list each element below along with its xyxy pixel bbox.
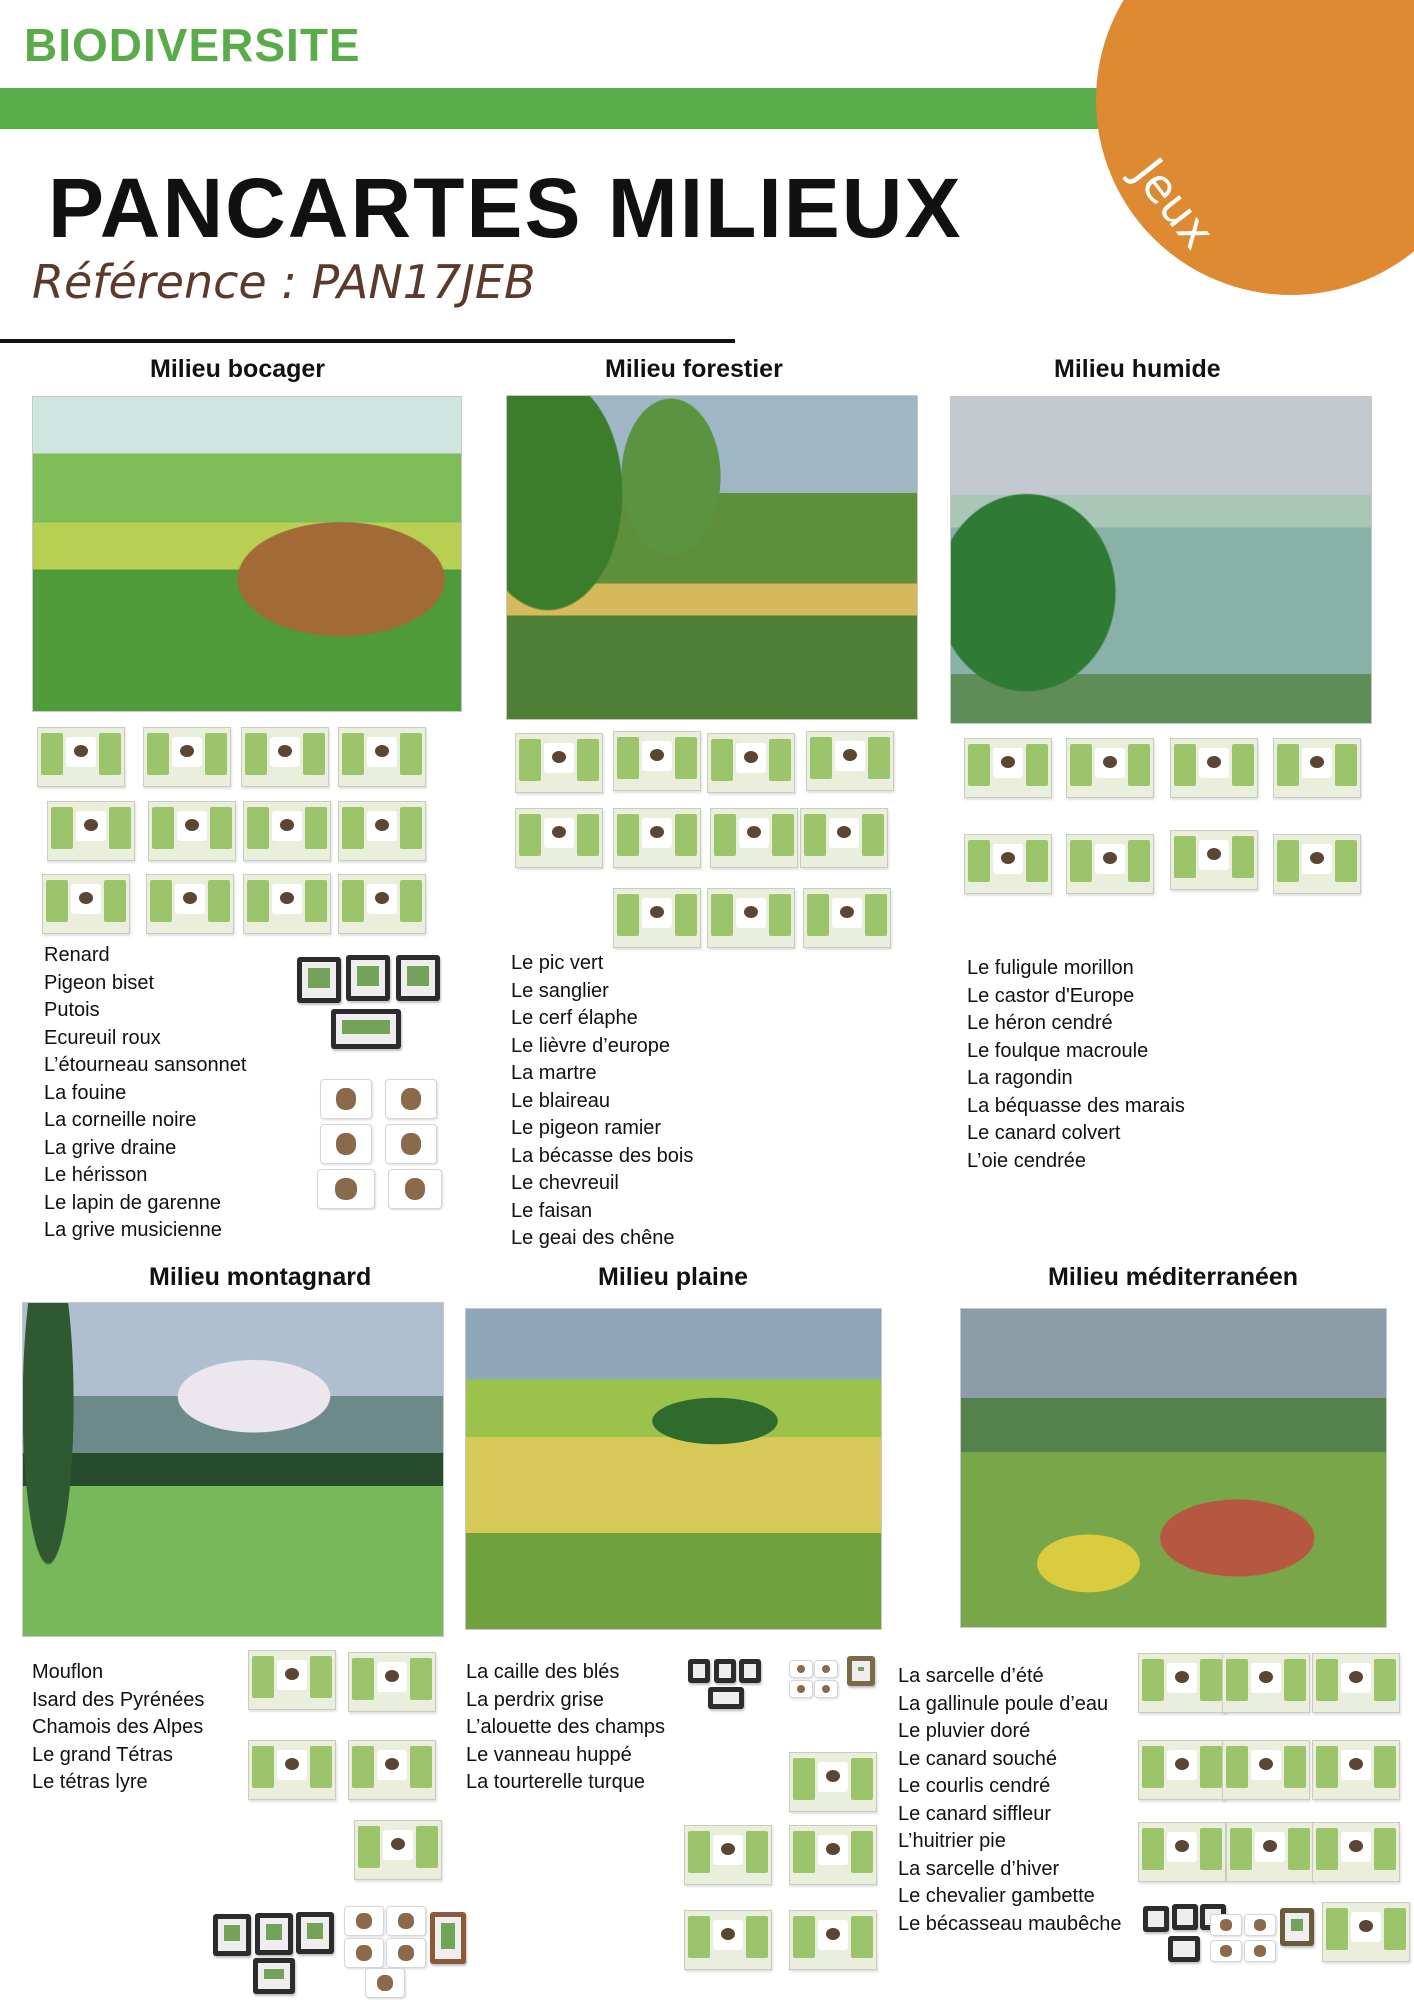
sign-card	[1226, 1822, 1314, 1882]
sign-card	[1170, 738, 1258, 798]
game-box	[297, 957, 341, 1003]
sign-card	[248, 1740, 336, 1800]
game-box	[1168, 1936, 1200, 1962]
species-item: La béquasse des marais	[967, 1094, 1185, 1117]
species-item: La caille des blés	[466, 1661, 620, 1683]
species-item: Le canard siffleur	[898, 1802, 1052, 1825]
picture-card	[320, 1079, 372, 1119]
species-item: Le grand Tétras	[32, 1743, 173, 1766]
sign-card	[1222, 1740, 1310, 1800]
sign-card	[789, 1752, 877, 1812]
species-list-humide	[967, 955, 1185, 1175]
sign-card	[243, 874, 331, 934]
corner-circle	[1096, 0, 1414, 295]
picture-card	[388, 1169, 442, 1209]
species-item: L’étourneau sansonnet	[44, 1054, 247, 1076]
sign-card	[1312, 1822, 1400, 1882]
game-box	[688, 1659, 710, 1683]
sign-card	[803, 888, 891, 948]
section-title-plaine: Milieu plaine	[598, 1263, 749, 1291]
picture-card	[1244, 1940, 1276, 1962]
picture-card	[1210, 1940, 1242, 1962]
sign-card	[42, 874, 130, 934]
species-item: Le chevalier gambette	[898, 1885, 1095, 1907]
species-item: La grive draine	[44, 1136, 177, 1159]
picture-card	[320, 1124, 372, 1164]
picture-card	[344, 1906, 384, 1936]
picture-card	[1244, 1914, 1276, 1936]
landscape-image-humide	[950, 396, 1372, 724]
species-item: Le bécasseau maubêche	[898, 1912, 1122, 1935]
picture-card	[814, 1660, 838, 1678]
sign-card	[1170, 830, 1258, 890]
species-item: Le canard souché	[898, 1747, 1058, 1770]
sign-card	[348, 1652, 436, 1712]
sign-card	[684, 1825, 772, 1885]
species-item: La martre	[511, 1062, 597, 1084]
species-item: Le pluvier doré	[898, 1720, 1031, 1742]
species-item: La fouine	[44, 1081, 127, 1104]
sign-card	[789, 1910, 877, 1970]
species-item: Le hérisson	[44, 1164, 148, 1186]
picture-card	[814, 1680, 838, 1698]
section-title-montagnard: Milieu montagnard	[149, 1263, 372, 1291]
sign-card	[1312, 1653, 1400, 1713]
header-band	[0, 88, 1110, 129]
game-box	[213, 1914, 251, 1956]
species-item: La bécasse des bois	[511, 1144, 694, 1167]
species-item: Le faisan	[511, 1199, 593, 1222]
species-item: Putois	[44, 999, 100, 1021]
sign-card	[354, 1820, 442, 1880]
sign-card	[707, 888, 795, 948]
species-item: La tourterelle turque	[466, 1771, 646, 1793]
sign-card	[1138, 1653, 1226, 1713]
picture-card	[385, 1079, 437, 1119]
sign-card	[146, 874, 234, 934]
picture-card	[385, 1124, 437, 1164]
sign-card	[1322, 1902, 1410, 1962]
species-item: Ecureuil roux	[44, 1026, 161, 1049]
species-item: La perdrix grise	[466, 1688, 604, 1711]
species-item: La sarcelle d’hiver	[898, 1857, 1060, 1880]
species-item: Le geai des chêne	[511, 1227, 675, 1249]
game-box	[296, 1912, 334, 1954]
species-item: Pigeon biset	[44, 971, 155, 994]
sign-card	[684, 1910, 772, 1970]
sign-card	[613, 731, 701, 791]
section-title-mediterraneen: Milieu méditerranéen	[1048, 1263, 1299, 1291]
sign-card	[1222, 1653, 1310, 1713]
sign-card	[964, 738, 1052, 798]
species-item: Le foulque macroule	[967, 1039, 1149, 1062]
species-item: Le tétras lyre	[32, 1771, 148, 1793]
sign-card	[1138, 1822, 1226, 1882]
species-item: Le canard colvert	[967, 1122, 1121, 1144]
game-box	[739, 1659, 761, 1683]
species-item: La ragondin	[967, 1067, 1073, 1089]
game-box	[253, 1958, 295, 1994]
picture-card	[386, 1938, 426, 1968]
sign-card	[800, 808, 888, 868]
species-item: Le lapin de garenne	[44, 1191, 221, 1214]
sign-card	[348, 1740, 436, 1800]
picture-card	[789, 1660, 813, 1678]
game-box	[331, 1009, 401, 1049]
species-item: Le cerf élaphe	[511, 1007, 638, 1029]
sign-card	[707, 733, 795, 793]
sign-card	[515, 733, 603, 793]
sign-card	[47, 801, 135, 861]
species-item: Le vanneau huppé	[466, 1743, 632, 1766]
game-box	[346, 955, 390, 1001]
section-title-forestier: Milieu forestier	[605, 355, 783, 383]
species-item: La grive musicienne	[44, 1219, 222, 1241]
species-item: Le pigeon ramier	[511, 1117, 662, 1139]
sign-card	[1273, 738, 1361, 798]
sign-card	[789, 1825, 877, 1885]
species-item: Le castor d'Europe	[967, 984, 1135, 1007]
section-title-bocager: Milieu bocager	[150, 355, 326, 383]
landscape-image-plaine	[465, 1308, 882, 1630]
sign-card	[1273, 834, 1361, 894]
species-list-mediterraneen	[898, 1663, 1122, 1938]
sign-card	[1066, 834, 1154, 894]
sign-card	[806, 731, 894, 791]
species-item: Le sanglier	[511, 979, 609, 1002]
species-item: L’alouette des champs	[466, 1716, 666, 1738]
species-item: Le blaireau	[511, 1089, 610, 1112]
species-item: Le chevreuil	[511, 1172, 619, 1194]
page-title: PANCARTES MILIEUX	[48, 161, 963, 255]
sign-card	[710, 808, 798, 868]
species-item: La gallinule poule d’eau	[898, 1692, 1109, 1715]
game-box	[430, 1912, 466, 1964]
picture-card	[1210, 1914, 1242, 1936]
landscape-image-bocager	[32, 396, 462, 712]
sign-card	[338, 727, 426, 787]
picture-card	[317, 1169, 375, 1209]
species-list-bocager	[44, 942, 246, 1245]
sign-card	[1312, 1740, 1400, 1800]
species-list-plaine	[466, 1659, 665, 1797]
landscape-image-mediterraneen	[960, 1308, 1387, 1628]
species-item: Le lièvre d’europe	[511, 1034, 670, 1057]
sign-card	[338, 874, 426, 934]
sign-card	[613, 888, 701, 948]
species-item: Le héron cendré	[967, 1012, 1113, 1034]
species-item: Chamois des Alpes	[32, 1716, 204, 1738]
species-list-montagnard	[32, 1659, 204, 1797]
species-item: Le fuligule morillon	[967, 957, 1134, 979]
game-box	[714, 1659, 736, 1683]
species-item: Isard des Pyrénées	[32, 1688, 205, 1711]
sign-card	[613, 808, 701, 868]
picture-card	[789, 1680, 813, 1698]
species-item: Renard	[44, 944, 110, 966]
game-box	[708, 1687, 744, 1709]
brand-title: BIODIVERSITE	[24, 19, 361, 71]
sign-card	[243, 801, 331, 861]
sign-card	[1066, 738, 1154, 798]
sign-card	[143, 727, 231, 787]
species-item: L’huitrier pie	[898, 1830, 1006, 1852]
picture-card	[386, 1906, 426, 1936]
species-item: Le courlis cendré	[898, 1775, 1051, 1797]
section-title-humide: Milieu humide	[1054, 355, 1221, 383]
species-item: Mouflon	[32, 1661, 104, 1683]
title-divider	[0, 339, 735, 343]
species-item: Le pic vert	[511, 952, 604, 974]
species-item: La corneille noire	[44, 1109, 197, 1131]
game-box	[1143, 1906, 1169, 1932]
sign-card	[1138, 1740, 1226, 1800]
picture-card	[344, 1938, 384, 1968]
picture-card	[365, 1968, 405, 1998]
sign-card	[338, 801, 426, 861]
sign-card	[964, 834, 1052, 894]
sign-card	[248, 1650, 336, 1710]
reference-code: Référence : PAN17JEB	[32, 255, 536, 309]
sign-card	[148, 801, 236, 861]
sign-card	[241, 727, 329, 787]
game-box	[396, 955, 440, 1001]
game-box	[1280, 1908, 1314, 1946]
species-item: La sarcelle d’été	[898, 1665, 1044, 1687]
landscape-image-forestier	[506, 395, 918, 720]
game-box	[255, 1913, 293, 1955]
sign-card	[515, 808, 603, 868]
sign-card	[37, 727, 125, 787]
corner-tag: Jeux	[1122, 148, 1226, 259]
species-list-forestier	[511, 950, 693, 1253]
game-box	[1172, 1904, 1198, 1930]
species-item: L’oie cendrée	[967, 1149, 1086, 1172]
landscape-image-montagnard	[22, 1302, 444, 1637]
game-box	[847, 1656, 875, 1686]
